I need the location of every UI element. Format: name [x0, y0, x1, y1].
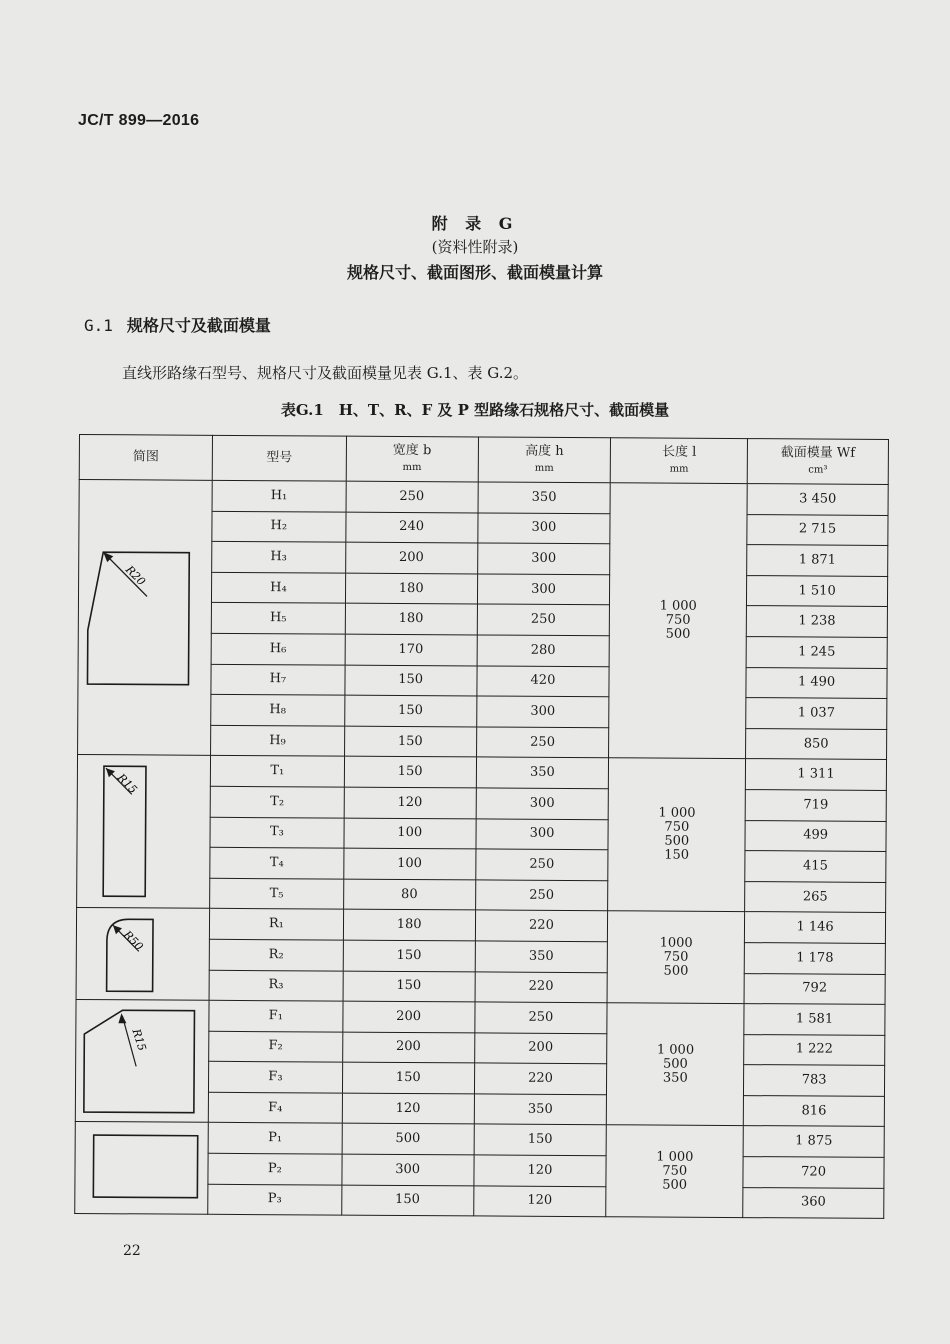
- cell-model: T₄: [210, 847, 344, 878]
- cell-height: 280: [477, 635, 610, 666]
- document-code: JC/T 899—2016: [78, 112, 200, 129]
- cell-lengths: 1 000 500 350: [607, 1003, 745, 1126]
- appendix-heading: 规格尺寸、截面图形、截面模量计算: [346, 263, 603, 282]
- cell-model: T₁: [210, 756, 344, 787]
- cell-height: 300: [477, 574, 610, 605]
- section-number: G.1: [84, 316, 113, 335]
- spec-table: [74, 434, 889, 1219]
- section-title: 规格尺寸及截面模量: [126, 316, 271, 335]
- cell-model: T₃: [210, 817, 344, 848]
- p-section-shape-icon: [79, 1125, 204, 1212]
- cell-height: 350: [475, 941, 608, 972]
- cell-model: R₃: [209, 970, 343, 1001]
- diagram-r-section: [76, 908, 210, 1001]
- cell-height: 250: [474, 1002, 607, 1033]
- cell-height: 220: [474, 1063, 607, 1094]
- cell-model: H₈: [211, 694, 345, 725]
- cell-height: 300: [477, 543, 610, 574]
- table-caption: 表G.1 H、T、R、F 及 P 型路缘石规格尺寸、截面模量: [280, 401, 670, 419]
- cell-height: 120: [473, 1155, 606, 1186]
- cell-modulus: 499: [745, 820, 886, 851]
- cell-width: 80: [343, 879, 475, 910]
- cell-model: P₁: [208, 1123, 342, 1154]
- diagram-p-section: [75, 1122, 209, 1215]
- table-row: [75, 1122, 884, 1158]
- cell-width: 150: [343, 940, 475, 971]
- cell-height: 250: [475, 849, 608, 880]
- cell-model: F₂: [209, 1031, 343, 1062]
- cell-model: H₇: [211, 664, 345, 695]
- cell-model: H₂: [212, 511, 346, 542]
- cell-width: 180: [343, 909, 475, 940]
- cell-modulus: 1 871: [747, 545, 888, 576]
- cell-height: 220: [475, 971, 608, 1002]
- cell-modulus: 1 178: [744, 942, 885, 973]
- diagram-f-section: [75, 1000, 209, 1123]
- cell-width: 250: [346, 481, 478, 512]
- cell-modulus: 415: [745, 851, 886, 882]
- cell-model: F₃: [208, 1062, 342, 1093]
- radius-label: R20: [123, 563, 148, 589]
- cell-modulus: 783: [744, 1065, 885, 1096]
- cell-modulus: 1 510: [747, 575, 888, 606]
- cell-model: H₁: [212, 480, 346, 511]
- cell-model: T₅: [210, 878, 344, 909]
- cell-width: 150: [344, 756, 476, 787]
- cell-width: 200: [343, 1001, 475, 1032]
- cell-width: 300: [342, 1154, 474, 1185]
- cell-height: 420: [476, 665, 609, 696]
- cell-model: P₃: [208, 1184, 342, 1215]
- cell-height: 350: [476, 757, 609, 788]
- cell-modulus: 265: [745, 881, 886, 912]
- cell-height: 350: [474, 1094, 607, 1125]
- radius-label: R15: [114, 771, 140, 797]
- cell-width: 150: [344, 726, 476, 757]
- cell-modulus: 360: [743, 1187, 884, 1218]
- appendix-subtitle: (资料性附录): [431, 238, 519, 256]
- cell-width: 100: [344, 848, 476, 879]
- header-diagram: 简图: [79, 435, 212, 481]
- cell-modulus: 816: [743, 1095, 884, 1126]
- diagram-t-section: [77, 755, 211, 909]
- cell-modulus: 720: [743, 1157, 884, 1188]
- cell-lengths: 1 000 750 500: [606, 1125, 743, 1218]
- cell-modulus: 1 490: [746, 667, 887, 698]
- h-section-shape-icon: [84, 542, 205, 693]
- cell-width: 150: [341, 1185, 473, 1216]
- cell-model: F₄: [208, 1092, 342, 1123]
- cell-height: 150: [474, 1124, 607, 1155]
- cell-width: 150: [345, 665, 477, 696]
- cell-lengths: 1000 750 500: [607, 911, 744, 1004]
- r-section-shape-icon: [83, 911, 204, 998]
- cell-width: 200: [345, 542, 477, 573]
- cell-width: 120: [344, 787, 476, 818]
- cell-lengths: 1 000 750 500 150: [608, 758, 746, 912]
- cell-modulus: 1 146: [745, 912, 886, 943]
- table-row: [76, 1000, 885, 1036]
- cell-modulus: 850: [746, 728, 887, 759]
- cell-modulus: 719: [745, 790, 886, 821]
- cell-model: F₁: [209, 1000, 343, 1031]
- header-modulus: 截面模量 Wf cm³: [747, 439, 888, 485]
- cell-height: 350: [478, 482, 611, 513]
- section-body: 直线形路缘石型号、规格尺寸及截面模量见表 G.1、表 G.2。: [122, 364, 529, 382]
- cell-modulus: 1 037: [746, 698, 887, 729]
- cell-modulus: 792: [744, 973, 885, 1004]
- cell-height: 200: [474, 1033, 607, 1064]
- cell-width: 150: [343, 971, 475, 1002]
- cell-model: H₆: [211, 633, 345, 664]
- cell-model: H₄: [211, 572, 345, 603]
- cell-model: H₃: [212, 542, 346, 573]
- table-row: [76, 908, 885, 944]
- cell-width: 200: [342, 1032, 474, 1063]
- cell-width: 120: [342, 1093, 474, 1124]
- radius-label: R50: [120, 927, 146, 953]
- cell-model: P₂: [208, 1153, 342, 1184]
- page-number: 22: [123, 1243, 141, 1259]
- cell-model: T₂: [210, 786, 344, 817]
- f-section-shape-icon: [80, 1004, 205, 1119]
- cell-height: 250: [476, 727, 609, 758]
- cell-model: H₅: [211, 603, 345, 634]
- cell-width: 150: [344, 695, 476, 726]
- cell-model: R₂: [209, 939, 343, 970]
- cell-height: 250: [475, 880, 608, 911]
- cell-modulus: 1 581: [744, 1004, 885, 1035]
- radius-label: R15: [129, 1027, 149, 1053]
- cell-width: 500: [342, 1124, 474, 1155]
- t-section-shape-icon: [83, 758, 204, 905]
- cell-modulus: 1 222: [744, 1034, 885, 1065]
- cell-width: 180: [345, 604, 477, 635]
- header-length: 长度 l mm: [611, 438, 748, 484]
- table-row: [77, 755, 886, 791]
- cell-width: 100: [344, 818, 476, 849]
- diagram-h-section: [78, 480, 213, 756]
- cell-height: 120: [473, 1186, 606, 1217]
- cell-modulus: 1 311: [746, 759, 887, 790]
- section-heading: [84, 313, 271, 336]
- cell-width: 150: [342, 1062, 474, 1093]
- cell-width: 180: [345, 573, 477, 604]
- header-height: 高度 h mm: [478, 437, 611, 483]
- cell-modulus: 1 245: [746, 637, 887, 668]
- cell-height: 300: [476, 788, 609, 819]
- cell-width: 170: [345, 634, 477, 665]
- cell-height: 250: [477, 604, 610, 635]
- cell-width: 240: [346, 512, 478, 543]
- appendix-title: 附 录 G: [431, 214, 519, 233]
- cell-modulus: 2 715: [747, 514, 888, 545]
- table-header-row: [79, 435, 888, 485]
- cell-modulus: 3 450: [747, 484, 888, 515]
- header-width: 宽度 b mm: [346, 436, 478, 482]
- cell-model: H₉: [211, 725, 345, 756]
- cell-height: 300: [476, 818, 609, 849]
- cell-modulus: 1 238: [746, 606, 887, 637]
- cell-modulus: 1 875: [743, 1126, 884, 1157]
- cell-height: 300: [476, 696, 609, 727]
- cell-height: 220: [475, 910, 608, 941]
- cell-model: R₁: [209, 909, 343, 940]
- table-row: [79, 480, 888, 516]
- cell-height: 300: [477, 513, 610, 544]
- header-model: 型号: [212, 435, 346, 481]
- cell-lengths: 1 000 750 500: [609, 483, 747, 759]
